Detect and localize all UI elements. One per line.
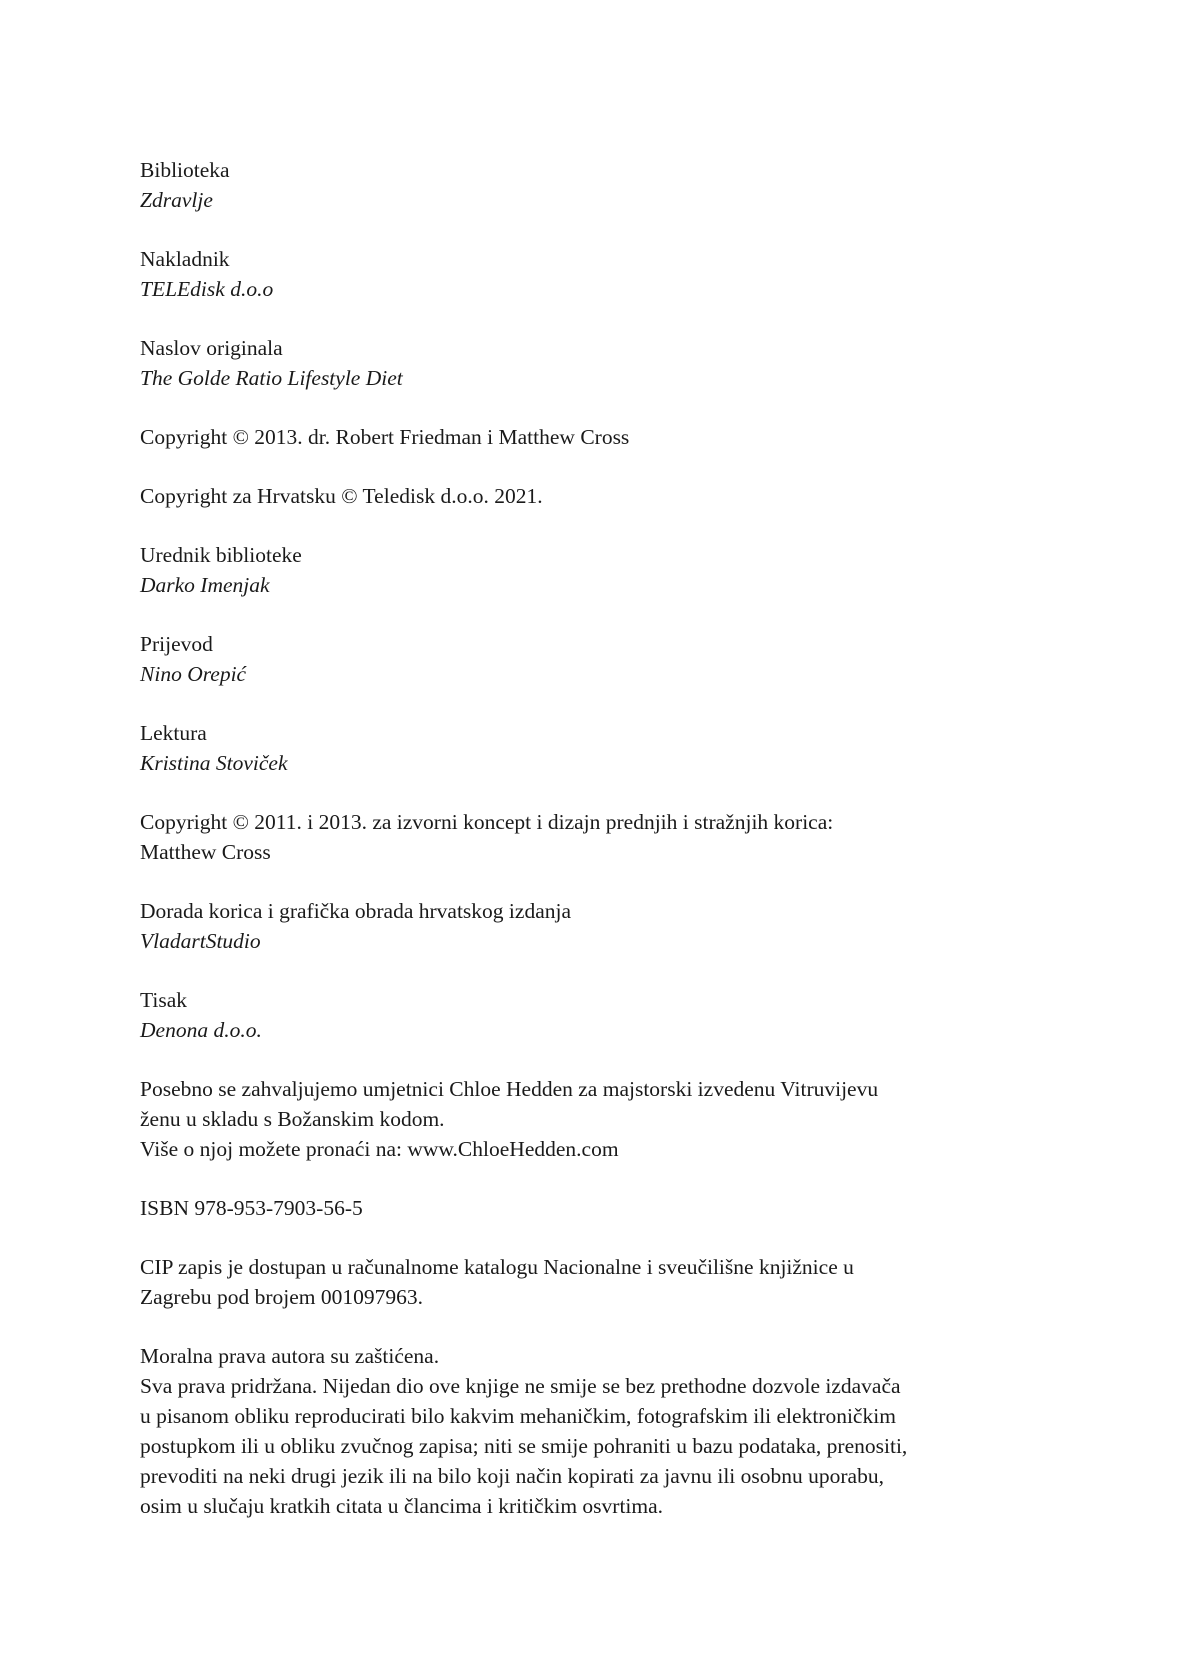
rights-line-6: osim u slučaju kratkih citata u člancima i kritičkim osvrtima. bbox=[140, 1494, 664, 1518]
imprint-page bbox=[140, 155, 1040, 1550]
rights-line-3: u pisanom obliku reproducirati bilo kakvim mehaničkim, fotografskim ili elektroničkim bbox=[140, 1404, 896, 1428]
original-title-label: Naslov originala bbox=[140, 336, 283, 360]
printing-value: Denona d.o.o. bbox=[140, 1018, 262, 1042]
isbn-text: ISBN 978-953-7903-56-5 bbox=[140, 1196, 363, 1220]
cover-design-block bbox=[140, 896, 1040, 956]
series-editor-value: Darko Imenjak bbox=[140, 573, 270, 597]
cover-copyright-block bbox=[140, 807, 1040, 867]
acknowledgement-line-3: Više o njoj možete pronaći na: www.ChloeHedden.com bbox=[140, 1137, 619, 1161]
cip-block bbox=[140, 1252, 1040, 1312]
cip-line-1: CIP zapis je dostupan u računalnome katalogu Nacionalne i sveučilišne knjižnice u bbox=[140, 1255, 854, 1279]
library-value: Zdravlje bbox=[140, 188, 213, 212]
copyright-croatia-text: Copyright za Hrvatsku © Teledisk d.o.o. 2021. bbox=[140, 484, 543, 508]
cip-line-2: Zagrebu pod brojem 001097963. bbox=[140, 1285, 424, 1309]
rights-line-4: postupkom ili u obliku zvučnog zapisa; niti se smije pohraniti u bazu podataka, prenositi, bbox=[140, 1434, 908, 1458]
printing-label: Tisak bbox=[140, 988, 188, 1012]
translation-value: Nino Orepić bbox=[140, 662, 247, 686]
rights-line-2: Sva prava pridržana. Nijedan dio ove knjige ne smije se bez prethodne dozvole izdavača bbox=[140, 1374, 901, 1398]
publisher-block bbox=[140, 244, 1040, 304]
printing-block bbox=[140, 985, 1040, 1045]
cover-design-label: Dorada korica i grafička obrada hrvatskog izdanja bbox=[140, 899, 571, 923]
series-editor-block bbox=[140, 540, 1040, 600]
isbn-block bbox=[140, 1193, 1040, 1223]
rights-line-5: prevoditi na neki drugi jezik ili na bilo koji način kopirati za javnu ili osobnu uporabu, bbox=[140, 1464, 884, 1488]
cover-design-value: VladartStudio bbox=[140, 929, 261, 953]
proofreading-value: Kristina Stoviček bbox=[140, 751, 288, 775]
acknowledgement-line-2: ženu u skladu s Božanskim kodom. bbox=[140, 1107, 445, 1131]
original-title-value: The Golde Ratio Lifestyle Diet bbox=[140, 366, 403, 390]
cover-copyright-line-1: Copyright © 2011. i 2013. za izvorni koncept i dizajn prednjih i stražnjih korica: bbox=[140, 810, 834, 834]
publisher-label: Nakladnik bbox=[140, 247, 230, 271]
translation-label: Prijevod bbox=[140, 632, 213, 656]
copyright-croatia-block bbox=[140, 481, 1040, 511]
series-editor-label: Urednik biblioteke bbox=[140, 543, 302, 567]
copyright-original-block bbox=[140, 422, 1040, 452]
copyright-original-text: Copyright © 2013. dr. Robert Friedman i Matthew Cross bbox=[140, 425, 630, 449]
rights-line-1: Moralna prava autora su zaštićena. bbox=[140, 1344, 440, 1368]
proofreading-label: Lektura bbox=[140, 721, 207, 745]
acknowledgement-block bbox=[140, 1074, 1040, 1164]
original-title-block bbox=[140, 333, 1040, 393]
rights-block bbox=[140, 1341, 1040, 1521]
publisher-value: TELEdisk d.o.o bbox=[140, 277, 274, 301]
translation-block bbox=[140, 629, 1040, 689]
library-label: Biblioteka bbox=[140, 158, 230, 182]
cover-copyright-line-2: Matthew Cross bbox=[140, 840, 271, 864]
acknowledgement-line-1: Posebno se zahvaljujemo umjetnici Chloe Hedden za majstorski izvedenu Vitruvijevu bbox=[140, 1077, 879, 1101]
proofreading-block bbox=[140, 718, 1040, 778]
library-block bbox=[140, 155, 1040, 215]
